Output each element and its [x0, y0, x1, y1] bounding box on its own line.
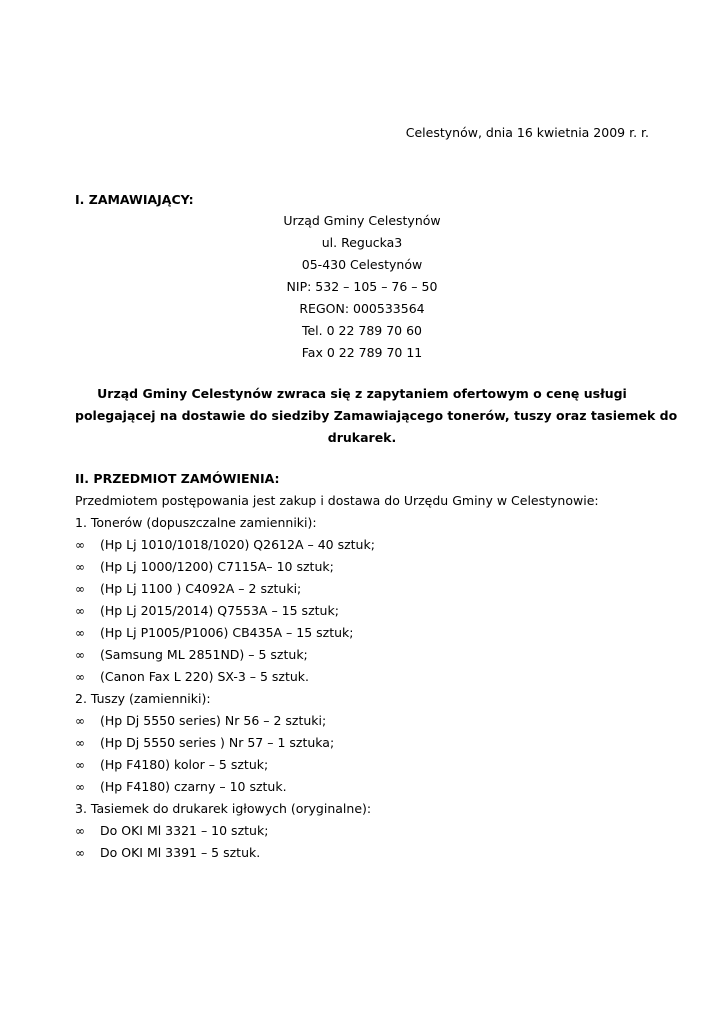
- toners-title: 1. Tonerów (dopuszczalne zamienniki):: [75, 515, 317, 530]
- infinity-bullet-icon: ∞: [75, 626, 85, 640]
- infinity-bullet-icon: ∞: [75, 714, 85, 728]
- infinity-bullet-icon: ∞: [75, 582, 85, 596]
- infinity-bullet-icon: ∞: [75, 736, 85, 750]
- list-item: ∞ (Hp F4180) czarny – 10 sztuk.: [75, 776, 675, 798]
- address-line-nip: NIP: 532 – 105 – 76 – 50: [286, 279, 438, 294]
- list-item: ∞ (Hp Lj P1005/P1006) CB435A – 15 sztuk;: [75, 622, 675, 644]
- list-item: ∞ (Hp Lj 1000/1200) C7115A– 10 sztuk;: [75, 556, 675, 578]
- list-item: ∞ (Canon Fax L 220) SX-3 – 5 sztuk.: [75, 666, 675, 688]
- list-item: ∞ Do OKI Ml 3391 – 5 sztuk.: [75, 842, 675, 864]
- infinity-bullet-icon: ∞: [75, 604, 85, 618]
- request-line: polegającej na dostawie do siedziby Zamawiającego tonerów, tuszy oraz tasiemek do: [75, 408, 678, 423]
- order-subject-block: [75, 490, 675, 864]
- ordering-party-address: [0, 210, 724, 364]
- section-heading-order-subject: II. PRZEDMIOT ZAMÓWIENIA:: [75, 471, 280, 486]
- request-line: Urząd Gminy Celestynów zwraca się z zapytaniem ofertowym o cenę usługi: [97, 386, 627, 401]
- list-item: ∞ (Hp Lj 2015/2014) Q7553A – 15 sztuk;: [75, 600, 675, 622]
- address-line-name: Urząd Gminy Celestynów: [283, 213, 441, 228]
- address-line-city: 05-430 Celestynów: [301, 257, 423, 272]
- list-item: ∞ (Hp Dj 5550 series) Nr 56 – 2 sztuki;: [75, 710, 675, 732]
- date-line: Celestynów, dnia 16 kwietnia 2009 r. r.: [405, 125, 649, 140]
- list-item: ∞ (Hp Lj 1100 ) C4092A – 2 sztuki;: [75, 578, 675, 600]
- infinity-bullet-icon: ∞: [75, 824, 85, 838]
- list-item: ∞ (Hp Lj 1010/1018/1020) Q2612A – 40 sztuk;: [75, 534, 675, 556]
- address-line-phone: Tel. 0 22 789 70 60: [301, 323, 423, 338]
- list-item: ∞ (Hp F4180) kolor – 5 sztuk;: [75, 754, 675, 776]
- list-item: ∞ (Hp Dj 5550 series ) Nr 57 – 1 sztuka;: [75, 732, 675, 754]
- order-intro: Przedmiotem postępowania jest zakup i dostawa do Urzędu Gminy w Celestynowie:: [75, 493, 599, 508]
- section-heading-ordering-party: I. ZAMAWIAJĄCY:: [75, 192, 194, 207]
- ribbons-title: 3. Tasiemek do drukarek igłowych (oryginalne):: [75, 801, 372, 816]
- infinity-bullet-icon: ∞: [75, 846, 85, 860]
- list-item: ∞ (Samsung ML 2851ND) – 5 sztuk;: [75, 644, 675, 666]
- address-line-street: ul. Regucka3: [321, 235, 403, 250]
- list-item: ∞ Do OKI Ml 3321 – 10 sztuk;: [75, 820, 675, 842]
- infinity-bullet-icon: ∞: [75, 538, 85, 552]
- address-line-regon: REGON: 000533564: [299, 301, 425, 316]
- infinity-bullet-icon: ∞: [75, 758, 85, 772]
- inks-title: 2. Tuszy (zamienniki):: [75, 691, 211, 706]
- address-line-fax: Fax 0 22 789 70 11: [301, 345, 423, 360]
- infinity-bullet-icon: ∞: [75, 560, 85, 574]
- request-paragraph: [75, 383, 678, 449]
- request-line: drukarek.: [327, 430, 397, 445]
- infinity-bullet-icon: ∞: [75, 670, 85, 684]
- infinity-bullet-icon: ∞: [75, 648, 85, 662]
- infinity-bullet-icon: ∞: [75, 780, 85, 794]
